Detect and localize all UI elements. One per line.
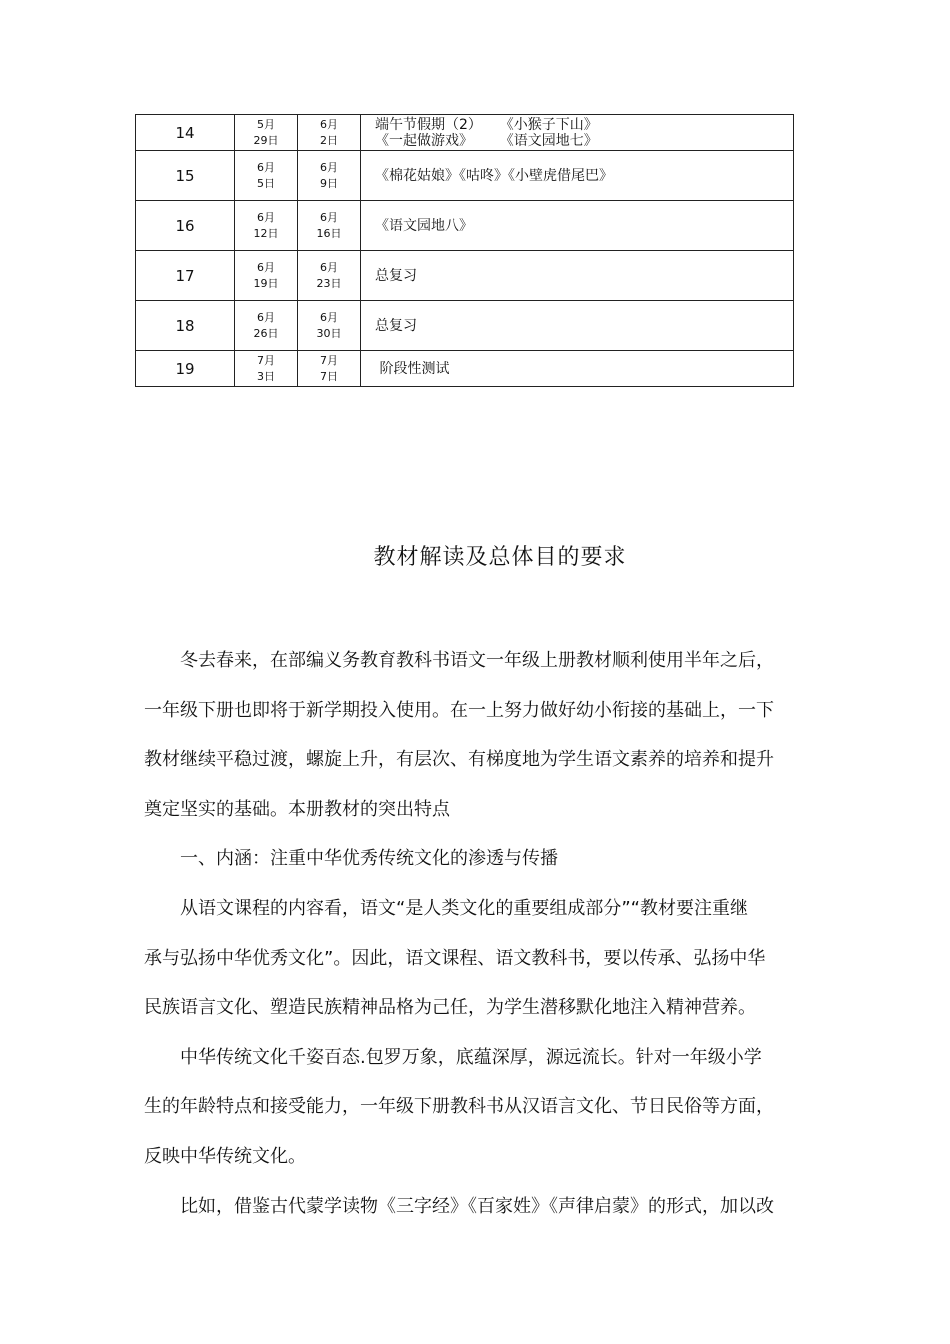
end-date-cell: 6月 30日 [298, 301, 361, 351]
section-heading: 一、内涵：注重中华优秀传统文化的渗透与传播 [180, 848, 558, 870]
paragraph-line: 生的年龄特点和接受能力，一年级下册教科书从汉语言文化、节日民俗等方面， [144, 1096, 774, 1118]
start-date-cell: 5月 29日 [235, 115, 298, 151]
end-date-cell: 6月 16日 [298, 201, 361, 251]
paragraph-line: 中华传统文化千姿百态.包罗万象，底蕴深厚，源远流长。针对一年级小学 [180, 1046, 762, 1068]
page-title: 教材解读及总体目的要求 [373, 545, 627, 570]
end-date-cell: 6月 2日 [298, 115, 361, 151]
week-cell: 18 [136, 301, 235, 351]
week-cell: 14 [136, 115, 235, 151]
week-cell: 16 [136, 201, 235, 251]
content-cell: 《语文园地八》 [361, 201, 794, 251]
schedule-table [135, 114, 794, 387]
paragraph-line: 一年级下册也即将于新学期投入使用。在一上努力做好幼小衔接的基础上，一下 [144, 699, 774, 721]
week-cell: 17 [136, 251, 235, 301]
start-date-cell: 6月 5日 [235, 151, 298, 201]
content-cell: 端午节假期（2） 《小猴子下山》 《一起做游戏》 《语文园地七》 [361, 115, 794, 151]
paragraph-line: 民族语言文化、塑造民族精神品格为己任，为学生潜移默化地注入精神营养。 [144, 997, 756, 1019]
table-row [136, 115, 794, 151]
week-cell: 15 [136, 151, 235, 201]
paragraph-line: 奠定坚实的基础。本册教材的突出特点 [144, 798, 450, 820]
end-date-cell: 6月 23日 [298, 251, 361, 301]
content-cell: 阶段性测试 [361, 351, 794, 387]
paragraph-line: 冬去春来，在部编义务教育教科书语文一年级上册教材顺利使用半年之后， [180, 650, 774, 671]
end-date-cell: 7月 7日 [298, 351, 361, 387]
document-body [144, 636, 824, 1231]
content-cell: 《棉花姑娘》《咕咚》《小壁虎借尾巴》 [361, 151, 794, 201]
start-date-cell: 6月 19日 [235, 251, 298, 301]
paragraph-line: 反映中华传统文化。 [144, 1145, 306, 1167]
table-row [136, 251, 794, 301]
table-row [136, 351, 794, 387]
content-cell: 总复习 [361, 251, 794, 301]
start-date-cell: 6月 12日 [235, 201, 298, 251]
start-date-cell: 7月 3日 [235, 351, 298, 387]
content-cell: 总复习 [361, 301, 794, 351]
table-row [136, 301, 794, 351]
table-row [136, 151, 794, 201]
table-row [136, 201, 794, 251]
paragraph-line: 承与弘扬中华优秀文化”。因此，语文课程、语文教科书，要以传承、弘扬中华 [144, 947, 766, 969]
week-cell: 19 [136, 351, 235, 387]
end-date-cell: 6月 9日 [298, 151, 361, 201]
start-date-cell: 6月 26日 [235, 301, 298, 351]
paragraph-line: 从语文课程的内容看，语文“是人类文化的重要组成部分”“教材要注重继 [180, 897, 748, 919]
paragraph-line: 比如，借鉴古代蒙学读物《三字经》《百家姓》《声律启蒙》的形式，加以改 [180, 1195, 774, 1217]
paragraph-line: 教材继续平稳过渡，螺旋上升，有层次、有梯度地为学生语文素养的培养和提升 [144, 749, 774, 771]
